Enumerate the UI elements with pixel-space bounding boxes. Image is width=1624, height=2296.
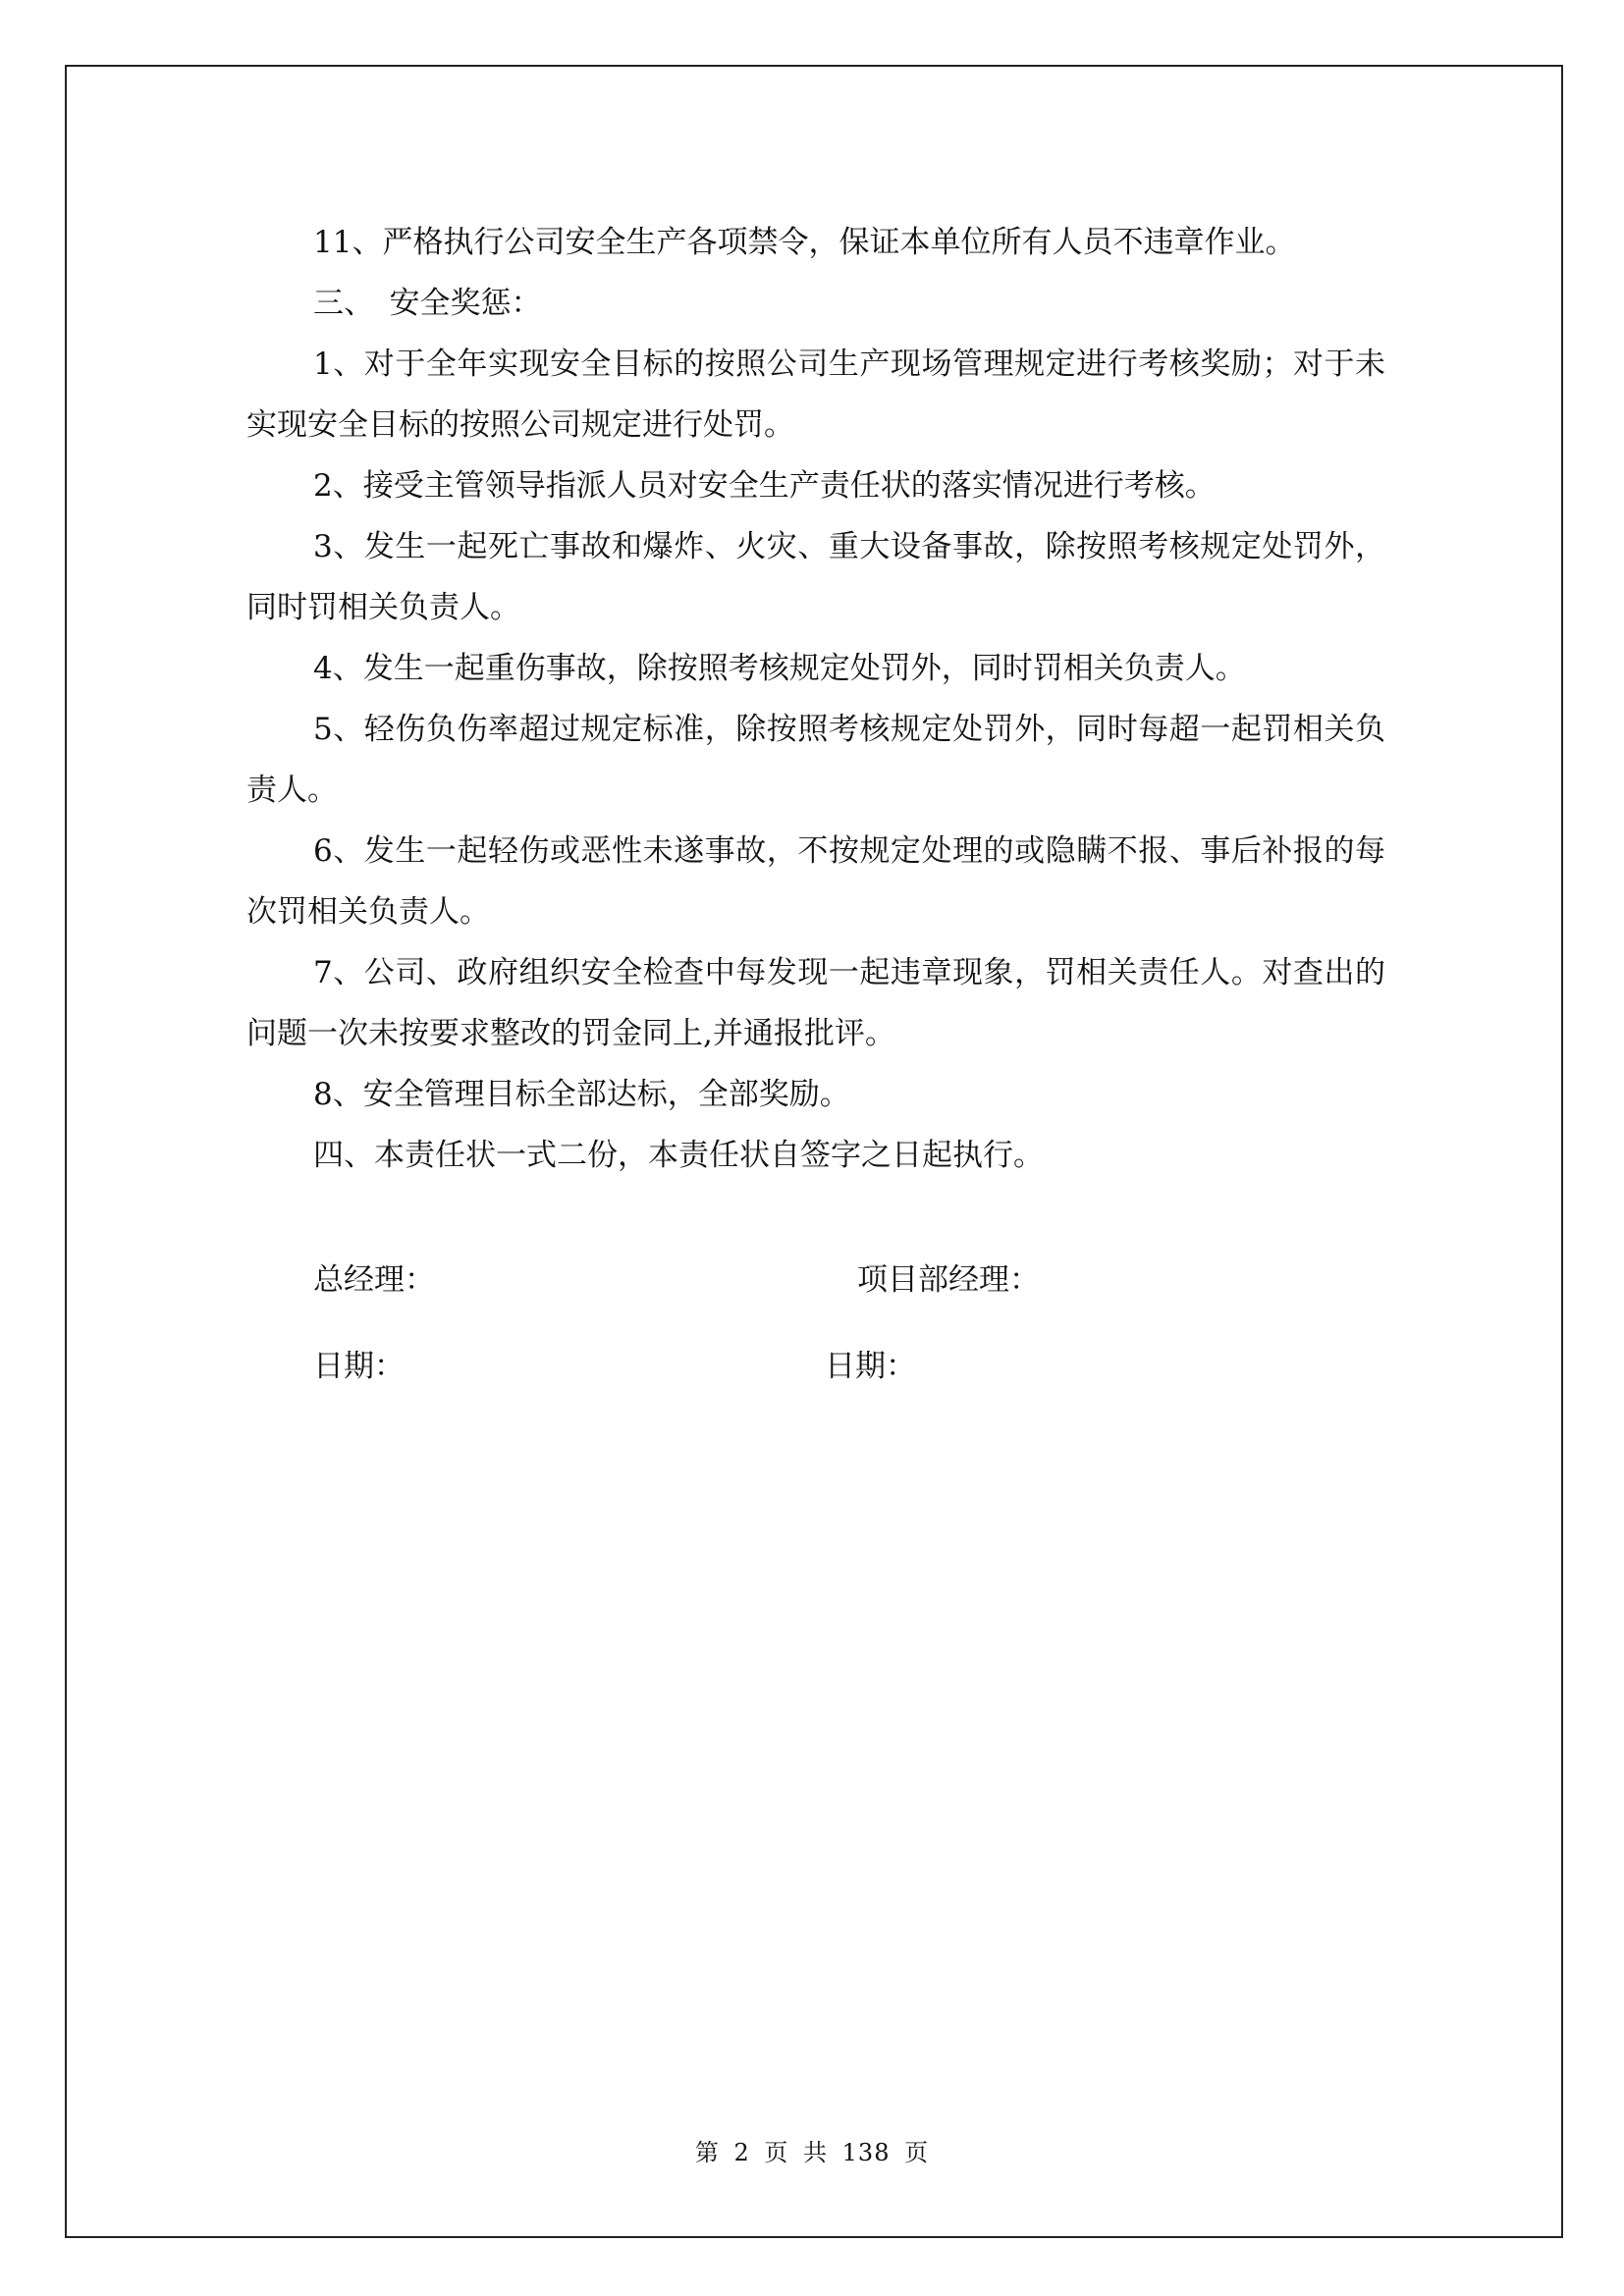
signature-row-dates bbox=[0, 1347, 1624, 1386]
paragraph-reward-7: 7、公司、政府组织安全检查中每发现一起违章现象，罚相关责任人。对查出的问题一次未按要求整改的罚金同上,并通报批评。 bbox=[246, 955, 1385, 1051]
signature-row-managers bbox=[0, 1260, 1624, 1300]
paragraph-11: 11、严格执行公司安全生产各项禁令，保证本单位所有人员不违章作业。 bbox=[313, 225, 1296, 260]
paragraph-reward-1: 1、对于全年实现安全目标的按照公司生产现场管理规定进行考核奖励；对于未实现安全目标的按照公司规定进行处罚。 bbox=[246, 347, 1385, 443]
section-four-validity: 四、本责任状一式二份，本责任状自签字之日起执行。 bbox=[313, 1138, 1044, 1173]
page-footer: 第 2 页 共 138 页 bbox=[694, 2139, 930, 2166]
paragraph-reward-5: 5、轻伤负伤率超过规定标准，除按照考核规定处罚外，同时每超一起罚相关负责人。 bbox=[246, 712, 1385, 808]
section-heading-rewards: 三、 安全奖惩： bbox=[313, 286, 542, 321]
paragraph-reward-8: 8、安全管理目标全部达标，全部奖励。 bbox=[313, 1077, 850, 1112]
paragraph-reward-6: 6、发生一起轻伤或恶性未遂事故，不按规定处理的或隐瞒不报、事后补报的每次罚相关负责人。 bbox=[246, 833, 1385, 930]
general-manager-label: 总经理： bbox=[313, 1262, 435, 1298]
paragraph-reward-4: 4、发生一起重伤事故，除按照考核规定处罚外，同时罚相关负责人。 bbox=[313, 651, 1246, 686]
date-label-right: 日期： bbox=[825, 1349, 916, 1384]
project-manager-label: 项目部经理： bbox=[857, 1262, 1040, 1298]
paragraph-reward-2: 2、接受主管领导指派人员对安全生产责任状的落实情况进行考核。 bbox=[313, 468, 1216, 504]
document-body bbox=[246, 212, 1385, 1186]
date-label-left: 日期： bbox=[313, 1349, 405, 1384]
paragraph-reward-3: 3、发生一起死亡事故和爆炸、火灾、重大设备事故，除按照考核规定处罚外，同时罚相关负责人。 bbox=[246, 529, 1385, 625]
